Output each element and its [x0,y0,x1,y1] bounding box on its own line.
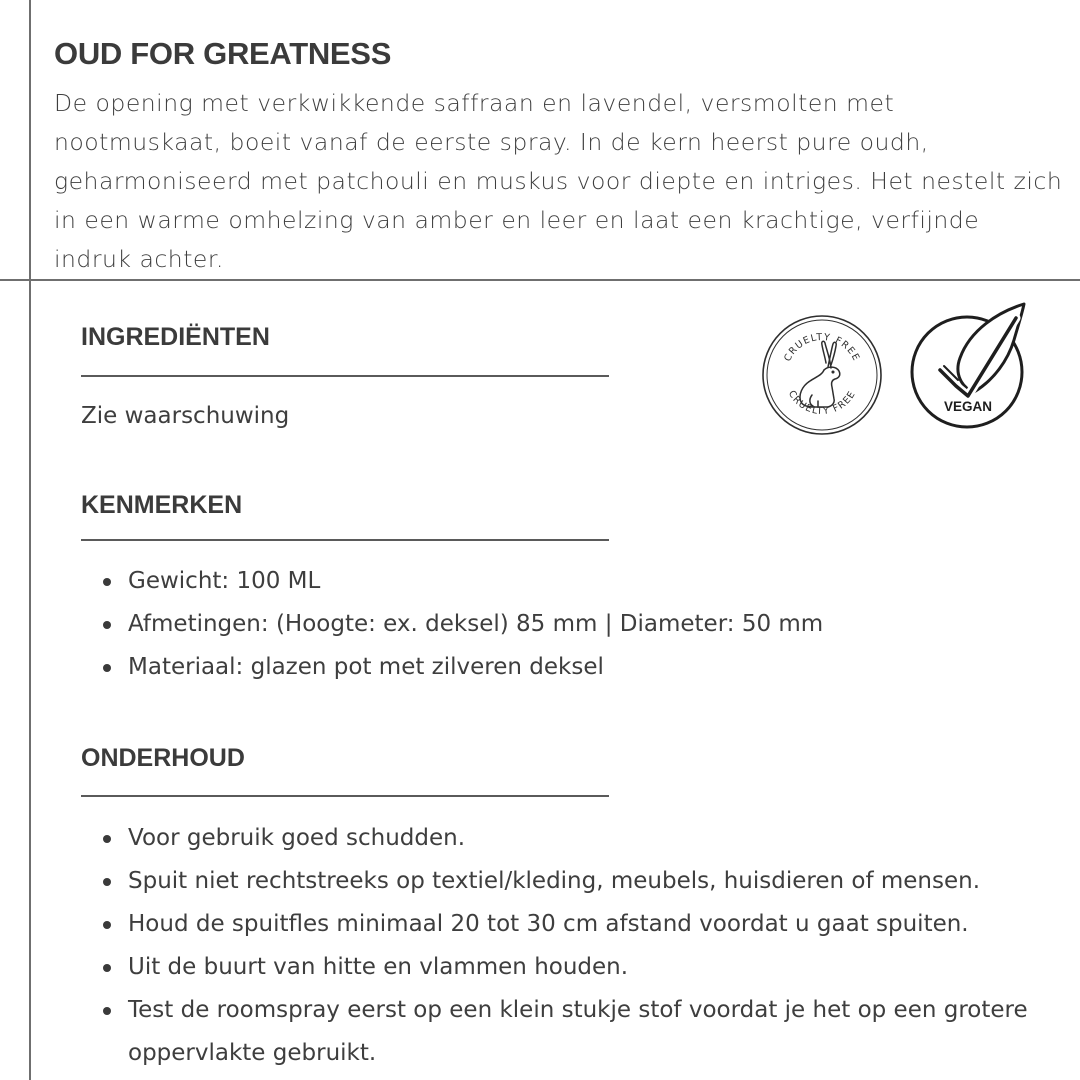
features-list [81,560,823,689]
ingredients-heading: INGREDIËNTEN [81,323,270,351]
list-item: Test de roomspray eerst op een klein stukje stof voordat je het op een grotere oppervlakte gebruikt. [81,989,1071,1075]
ingredients-text: Zie waarschuwing [81,403,290,429]
rabbit-icon [800,341,840,407]
vegan-badge [908,300,1032,434]
features-heading: KENMERKEN [81,491,243,519]
features-rule [81,539,609,541]
vegan-label: VEGAN [943,399,993,414]
list-item: Houd de spuitfles minimaal 20 tot 30 cm afstand voordat u gaat spuiten. [81,903,1071,946]
product-description: De opening met verkwikkende saffraan en lavendel, versmolten met nootmuskaat, boeit vanaf de eerste spray. In de kern heerst pure oudh, geharmoniseerd met patchouli en muskus voor diepte en intriges. Het nestelt zich in een warme omhelzing van amber en leer en laat een krachtige, verfijnde indruk achter. [54,89,1063,273]
cruelty-free-badge [760,313,884,437]
section-divider-line [0,279,1080,281]
list-item: Materiaal: glazen pot met zilveren deksel [81,646,823,689]
care-rule [81,795,609,797]
list-item: Voor gebruik goed schudden. [81,817,1071,860]
care-heading: ONDERHOUD [81,744,245,772]
care-list [81,817,1071,1075]
list-item: Gewicht: 100 ML [81,560,823,603]
list-item: Afmetingen: (Hoogte: ex. deksel) 85 mm | Diameter: 50 mm [81,603,823,646]
product-title: OUD FOR GREATNESS [54,36,392,71]
ingredients-rule [81,375,609,377]
list-item: Uit de buurt van hitte en vlammen houden. [81,946,1071,989]
cruelty-free-top-label: CRUELTY FREE [782,331,862,364]
left-border-line [29,0,31,1080]
cruelty-free-bottom-label: CRUELTY FREE [785,388,859,418]
list-item: Spuit niet rechtstreeks op textiel/kleding, meubels, huisdieren of mensen. [81,860,1071,903]
